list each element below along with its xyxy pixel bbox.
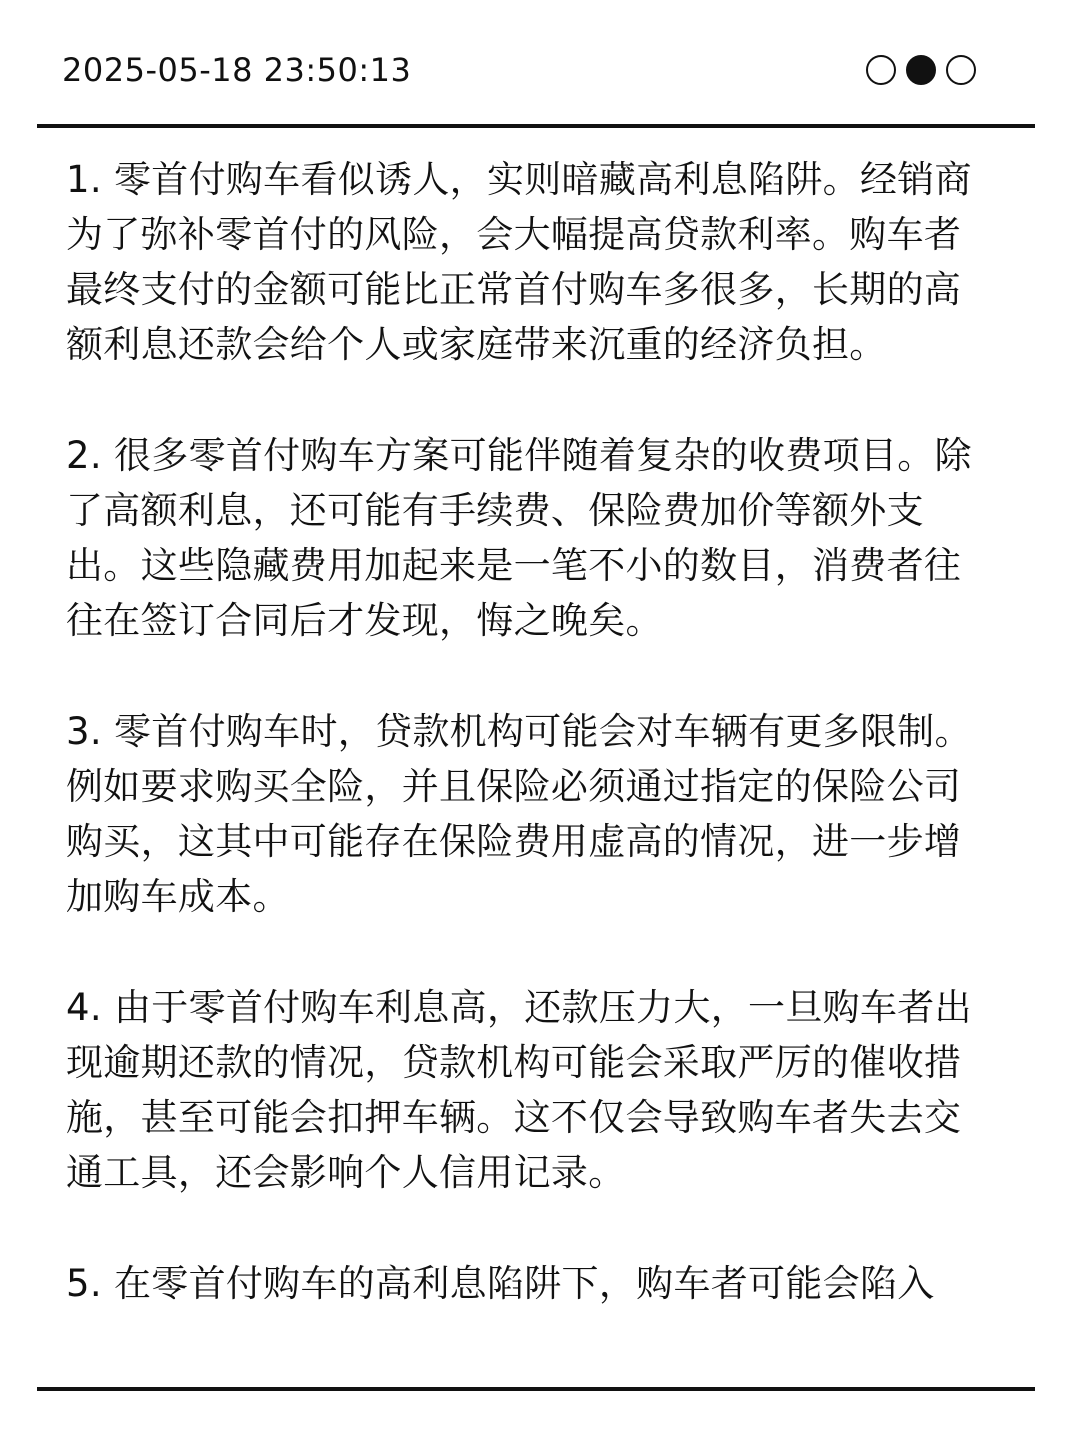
page-dot-1[interactable]	[866, 55, 896, 85]
paragraph-2: 2. 很多零首付购车方案可能伴随着复杂的收费项目。除了高额利息，还可能有手续费、保险费加价等额外支出。这些隐藏费用加起来是一笔不小的数目，消费者往往在签订合同后才发现，悔之晚矣。	[66, 434, 972, 642]
header	[0, 0, 1080, 128]
page-dot-3[interactable]	[946, 55, 976, 85]
paragraph-5: 5. 在零首付购车的高利息陷阱下，购车者可能会陷入	[66, 1262, 935, 1305]
top-divider	[37, 124, 1035, 128]
bottom-divider	[37, 1387, 1035, 1391]
page-indicator	[866, 55, 976, 89]
paragraph-4: 4. 由于零首付购车利息高，还款压力大，一旦购车者出现逾期还款的情况，贷款机构可能会采取严厉的催收措施，甚至可能会扣押车辆。这不仅会导致购车者失去交通工具，还会影响个人信用记录。	[66, 986, 972, 1194]
page-dot-2-active[interactable]	[906, 55, 936, 85]
timestamp: 2025-05-18 23:50:13	[62, 51, 412, 89]
article-body	[66, 152, 990, 1370]
paragraph-1: 1. 零首付购车看似诱人，实则暗藏高利息陷阱。经销商为了弥补零首付的风险，会大幅提高贷款利率。购车者最终支付的金额可能比正常首付购车多很多，长期的高额利息还款会给个人或家庭带来沉重的经济负担。	[66, 158, 972, 366]
paragraph-3: 3. 零首付购车时，贷款机构可能会对车辆有更多限制。例如要求购买全险，并且保险必须通过指定的保险公司购买，这其中可能存在保险费用虚高的情况，进一步增加购车成本。	[66, 710, 972, 918]
